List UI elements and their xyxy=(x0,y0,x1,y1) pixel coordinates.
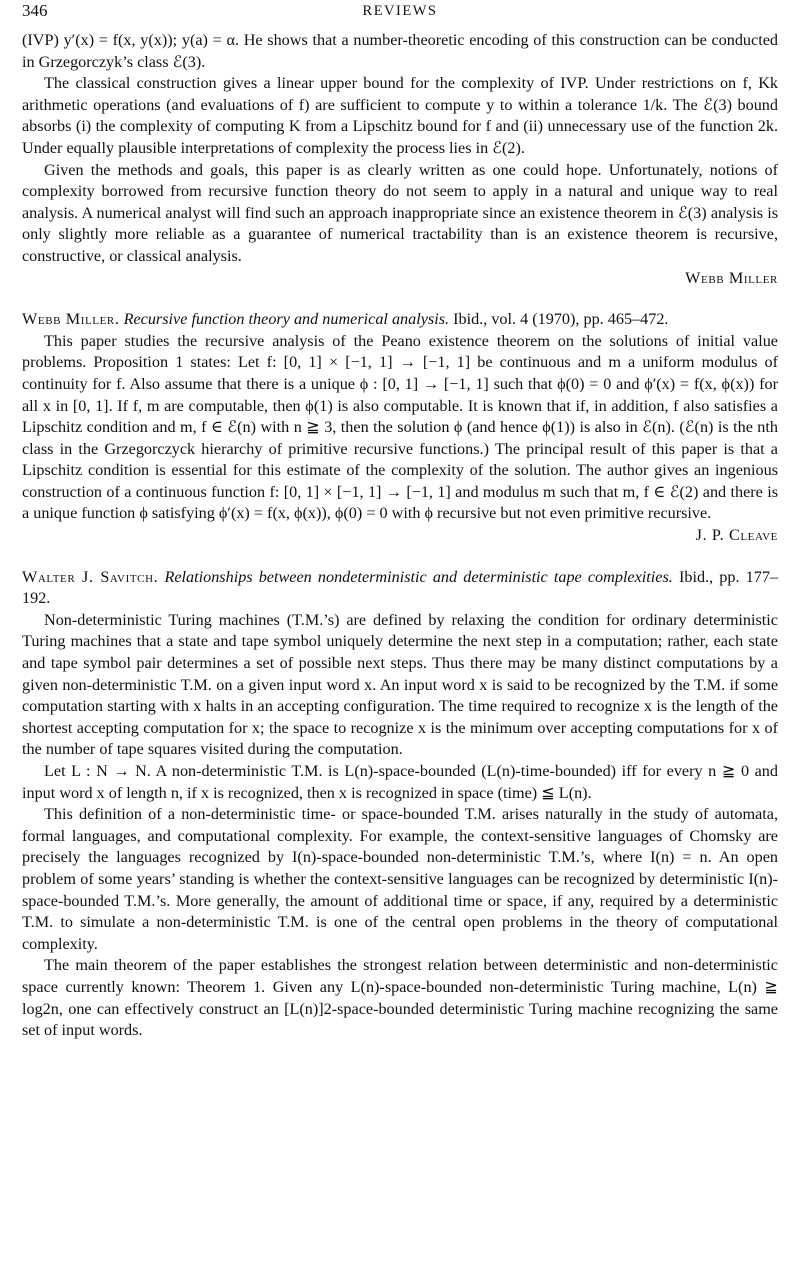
review3-paragraph-1: Non-deterministic Turing machines (T.M.’s) are defined by relaxing the condition for ordinary deterministic Turing machines that a state and tape symbol uniquely determine the next step in a computation; rather, each state and tape symbol pair determines a set of possible next steps. Thus there may be many distinct computations by a given non-deterministic T.M. on a given input word x. An input word x is said to be recognized by the T.M. if some computation starting with x halts in an accepting configuration. The time required to recognize x is the length of the shortest accepting computation for x; the space to recognize x is the minimum over accepting computations for x of the number of tape squares visited during the computation. xyxy=(22,610,778,759)
running-title: REVIEWS xyxy=(362,3,438,19)
review1-signature: Webb Miller xyxy=(685,268,778,287)
review3-citation: Ibid., pp. 177–192. xyxy=(22,567,779,608)
review-miller xyxy=(22,309,778,547)
page-number: 346 xyxy=(22,1,48,20)
review2-paragraph-1: This paper studies the recursive analysis of the Peano existence theorem on the solutions of initial value problems. Proposition 1 states: Let f: [0, 1] × [−1, 1] → [−1, 1] be continuous and m a uniform modulus of continuity for f. Also assume that there is a unique ϕ : [0, 1] → [−1, 1] such that ϕ(0) = 0 and ϕ′(x) = f(x, ϕ(x)) for all x in [0, 1]. If f, m are computable, then ϕ(1) is also computable. It is known that if, in addition, f also satisfies a Lipschitz condition and m, f ∈ ℰ(n) with n ≧ 3, then the solution ϕ (and hence ϕ(1)) is also in ℰ(n). (ℰ(n) is the nth class in the Grzegorczyck hierarchy of primitive recursive functions.) The principal result of this paper is that a Lipschitz condition is essential for this estimate of the complexity of the solution. The author gives an ingenious construction of a continuous function f: [0, 1] × [−1, 1] → [−1, 1] and modulus m such that m, f ∈ ℰ(2) and there is a unique function ϕ satisfying ϕ′(x) = f(x, ϕ(x)), ϕ(0) = 0 with ϕ recursive but not even primitive recursive. xyxy=(22,331,778,523)
review1-paragraph-1: (IVP) y′(x) = f(x, y(x)); y(a) = α. He shows that a number-theoretic encoding of this construction can be conducted in Grzegorczyk’s class ℰ(3). xyxy=(22,31,778,71)
review3-paragraph-2: Let L : N → N. A non-deterministic T.M. is L(n)-space-bounded (L(n)-time-bounded) iff for every n ≧ 0 and input word x of length n, if x is recognized, then x is recognized in space (time) ≦ L(n). xyxy=(22,762,778,802)
review1-paragraph-2: The classical construction gives a linear upper bound for the complexity of IVP. Under restrictions on f, Kk arithmetic operations (and evaluations of f) are sufficient to compute y to within a tolerance 1/k. The ℰ(3) bound absorbs (i) the complexity of computing K from a Lipschitz bound for f and (ii) unnecessary use of the function 2k. Under equally plausible interpretations of complexity the process lies in ℰ(2). xyxy=(22,74,778,157)
review-ivp-continuation xyxy=(22,30,778,289)
review3-paragraph-4: The main theorem of the paper establishes the strongest relation between deterministic and non-deterministic space currently known: Theorem 1. Given any L(n)-space-bounded non-deterministic Turing machine, L(n) ≧ log2n, one can effectively construct an [L(n)]2-space-bounded deterministic Turing machine recognizing the same set of input words. xyxy=(22,956,778,1040)
review3-paragraph-3: This definition of a non-deterministic time- or space-bounded T.M. arises naturally in the study of automata, formal languages, and computational complexity. For example, the context-sensitive languages of Chomsky are precisely the languages recognized by I(n)-space-bounded non-deterministic T.M.’s, where I(n) = n. An open problem of some years’ standing is whether the context-sensitive languages can be recognized by deterministic I(n)-space-bounded T.M.’s. More generally, the amount of additional time or space, if any, required by a deterministic T.M. to simulate a non-deterministic T.M. is one of the central open problems in the theory of computational complexity. xyxy=(22,805,778,953)
review3-author: Walter J. Savitch. xyxy=(22,567,159,586)
review3-title: Relationships between nondeterministic and deterministic tape complexities. xyxy=(164,567,673,586)
review2-heading xyxy=(22,309,778,331)
review2-title: Recursive function theory and numerical analysis. xyxy=(123,310,450,329)
page-header xyxy=(22,0,778,30)
review-savitch xyxy=(22,567,778,1042)
review2-author: Webb Miller. xyxy=(22,310,120,329)
review2-citation: Ibid., vol. 4 (1970), pp. 465–472. xyxy=(453,310,669,329)
review1-paragraph-3: Given the methods and goals, this paper is as clearly written as one could hope. Unfortunately, notions of complexity borrowed from recursive function theory do not seem to apply in a natural and unique way to real analysis. A numerical analyst will find such an approach inappropriate since an existence theorem in ℰ(3) analysis is only slightly more reliable as a guarantee of numerical tractability than is an existence theorem is recursive, constructive, or classical analysis. xyxy=(22,160,778,265)
review3-heading xyxy=(22,567,778,610)
review2-signature: J. P. Cleave xyxy=(695,526,778,545)
